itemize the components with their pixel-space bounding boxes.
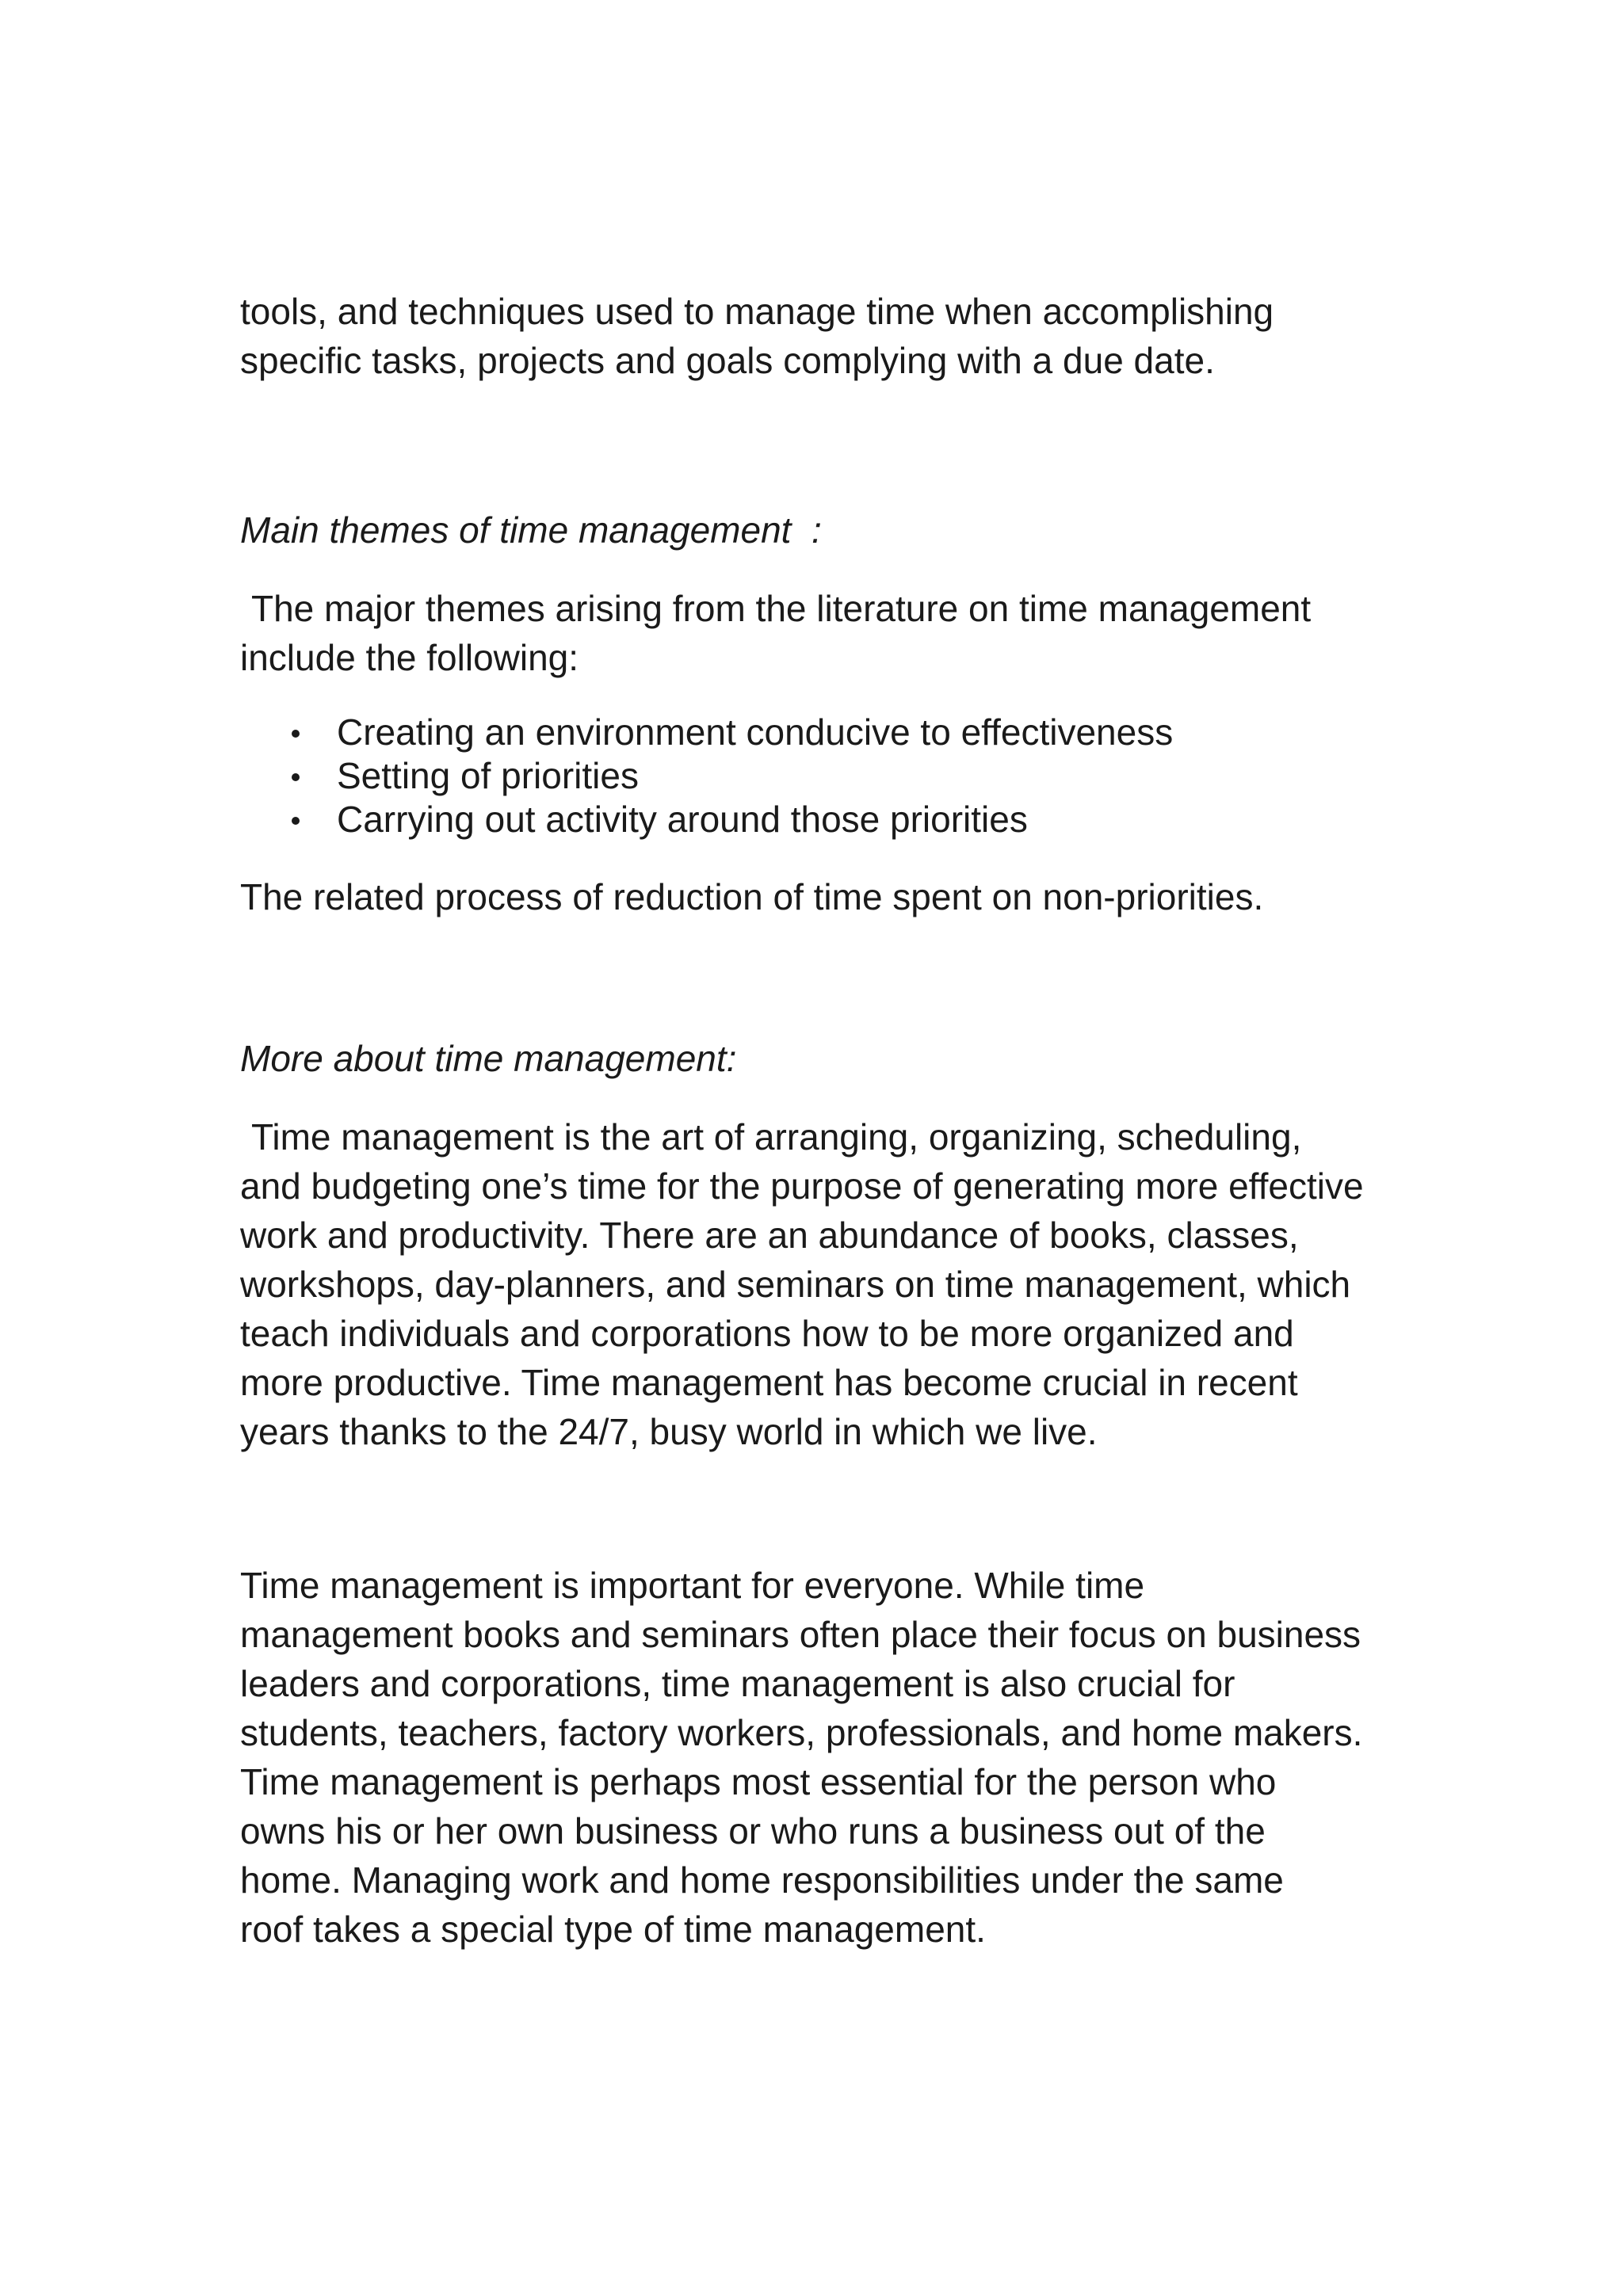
main-themes-closing — [240, 872, 1413, 921]
paragraph-line: Time management is perhaps most essential for the person who — [240, 1761, 1277, 1802]
bullet-item — [240, 711, 1413, 754]
paragraph-line: Time management is the art of arranging, organizing, scheduling, — [251, 1116, 1302, 1158]
bullet-icon — [292, 817, 300, 825]
main-themes-intro-line: include the following: — [240, 637, 579, 678]
main-themes-intro-line: The major themes arising from the literature on time management — [251, 588, 1312, 629]
more-about-paragraph — [240, 1112, 1413, 1456]
paragraph-line: teach individuals and corporations how to be more organized and — [240, 1313, 1294, 1354]
bullet-icon — [292, 773, 300, 781]
bullet-text: Creating an environment conducive to effectiveness — [337, 711, 1174, 753]
paragraph-line: owns his or her own business or who runs a business out of the — [240, 1810, 1266, 1852]
bullet-text: Carrying out activity around those priorities — [337, 799, 1028, 840]
paragraph-line: years thanks to the 24/7, busy world in which we live. — [240, 1411, 1098, 1452]
main-themes-intro — [240, 584, 1413, 682]
intro-line: specific tasks, projects and goals complying with a due date. — [240, 340, 1215, 381]
intro-paragraph — [240, 287, 1413, 385]
bullet-item — [240, 754, 1413, 798]
bullet-item — [240, 798, 1413, 841]
paragraph-line: and budgeting one’s time for the purpose of generating more effective — [240, 1165, 1364, 1207]
main-themes-heading: Main themes of time management : — [240, 509, 822, 551]
paragraph-line: students, teachers, factory workers, professionals, and home makers. — [240, 1712, 1363, 1753]
bullet-icon — [292, 730, 300, 738]
importance-paragraph — [240, 1561, 1413, 1954]
more-about-heading: More about time management: — [240, 1038, 737, 1079]
bullet-text: Setting of priorities — [337, 755, 639, 796]
intro-line: tools, and techniques used to manage time when accomplishing — [240, 291, 1274, 332]
paragraph-line: workshops, day-planners, and seminars on time management, which — [240, 1264, 1351, 1305]
paragraph-line: work and productivity. There are an abundance of books, classes, — [240, 1215, 1299, 1256]
paragraph-line: leaders and corporations, time management is also crucial for — [240, 1663, 1235, 1704]
paragraph-line: management books and seminars often place their focus on business — [240, 1614, 1361, 1655]
closing-line: The related process of reduction of time spent on non-priorities. — [240, 876, 1264, 917]
paragraph-line: more productive. Time management has become crucial in recent — [240, 1362, 1298, 1403]
paragraph-line: home. Managing work and home responsibilities under the same — [240, 1859, 1284, 1901]
paragraph-line: roof takes a special type of time management. — [240, 1909, 986, 1950]
themes-bullet-list — [240, 711, 1413, 841]
paragraph-line: Time management is important for everyone. While time — [240, 1565, 1145, 1606]
